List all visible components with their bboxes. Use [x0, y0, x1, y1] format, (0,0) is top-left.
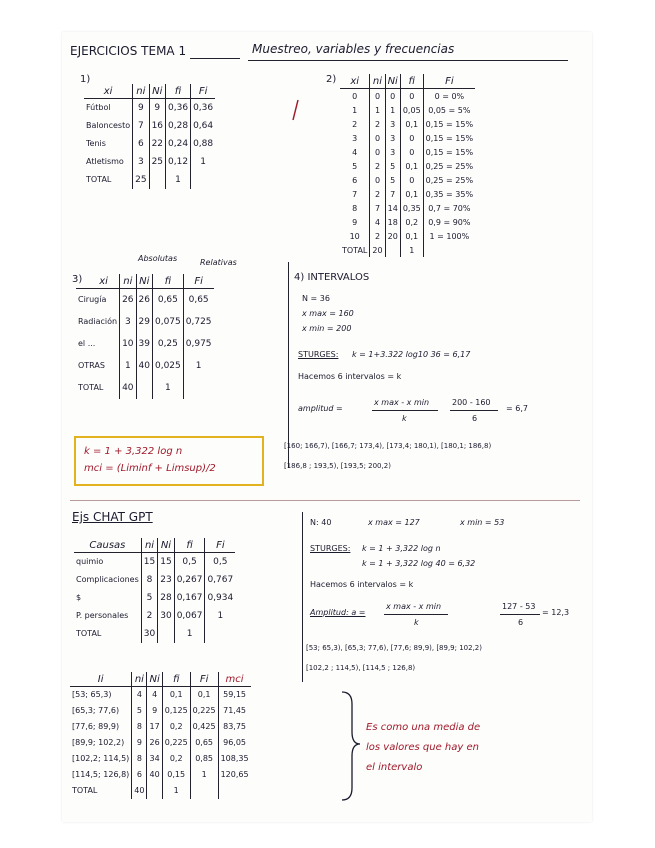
cell: 14: [385, 201, 400, 215]
cell: 2: [141, 607, 157, 625]
cell: 0,1: [400, 229, 423, 243]
cell: 18: [385, 215, 400, 229]
cell: 0,65: [152, 289, 183, 311]
ex4-xmin: x min = 200: [302, 324, 352, 333]
cell: 1: [191, 153, 216, 171]
cell: 40: [147, 767, 162, 783]
cell: 0: [400, 145, 423, 159]
cell: 25: [149, 153, 165, 171]
cell: 2: [370, 229, 385, 243]
note-line-2: los valores que hay en: [366, 742, 479, 753]
cell: 0,15 = 15%: [423, 145, 475, 159]
ex2-header-Ni: Ni: [385, 74, 400, 89]
cell: 6: [133, 135, 149, 153]
cell: 9: [133, 99, 149, 117]
cell: 0: [352, 91, 358, 101]
cell: 0,85: [190, 751, 218, 767]
cell: 7: [352, 189, 358, 199]
cell: 0: [370, 131, 385, 145]
page-title: EJERCICIOS TEMA 1: [70, 44, 187, 58]
total-label: TOTAL: [86, 175, 112, 184]
cell: 0,1: [400, 117, 423, 131]
ex1-header-fi: fi: [166, 84, 191, 99]
ex3-header-Ni: Ni: [136, 274, 152, 289]
cell: 59,15: [218, 687, 251, 703]
ex5-header-fi: fi: [162, 672, 190, 687]
ex4-xmax: x max = 160: [302, 309, 354, 318]
cell: 1: [385, 103, 400, 117]
cell: 0,15 = 15%: [423, 117, 475, 131]
ex3-group-absolutas: Absolutas: [138, 254, 178, 263]
cell: quimio: [76, 557, 104, 567]
total-label: TOTAL: [76, 629, 102, 638]
chatgpt-sturges: STURGES:: [310, 544, 351, 553]
total-label: TOTAL: [72, 786, 98, 795]
cell: 1: [152, 377, 183, 399]
cell: 2: [370, 187, 385, 201]
cell: 23: [158, 571, 174, 589]
cell: 9: [352, 217, 358, 227]
cell: 26: [120, 289, 136, 311]
cell: 26: [136, 289, 152, 311]
chatgpt-header-causas: Causas: [74, 538, 141, 553]
cell: 83,75: [218, 719, 251, 735]
chatgpt-intervals-2: [102,2 ; 114,5), [114,5 ; 126,8): [306, 664, 416, 672]
page-subtitle: Muestreo, variables y frecuencias: [252, 42, 455, 56]
cell: 0,267: [174, 571, 205, 589]
cell: 22: [149, 135, 165, 153]
cell: 6: [352, 175, 358, 185]
ex2-header-Fi: Fi: [423, 74, 475, 89]
cell: 1: [370, 103, 385, 117]
cell: 0,12: [166, 153, 191, 171]
chatgpt-amp-num: x max - x min: [386, 602, 442, 611]
ex4-amp-num: x max - x min: [374, 398, 430, 407]
cell: P. personales: [76, 611, 129, 620]
cell: 5: [352, 161, 358, 171]
cell: 0: [400, 89, 423, 104]
curly-brace-icon: [62, 32, 592, 822]
cell: 0: [370, 89, 385, 104]
cell: [65,3; 77,6): [72, 706, 120, 715]
cell: 3: [120, 311, 136, 333]
chatgpt-amp-den: k: [414, 618, 419, 627]
cell: 5: [141, 589, 157, 607]
ex4-intervals-2: [186,8 ; 193,5), [193,5; 200,2): [284, 462, 391, 470]
cell: 0,1: [400, 159, 423, 173]
cell: 0,425: [190, 719, 218, 735]
chatgpt-amp-num2: 127 - 53: [502, 602, 536, 611]
cell: 9: [149, 99, 165, 117]
cell: 1: [120, 355, 136, 377]
cell: 0,025: [152, 355, 183, 377]
cell: 0,05: [400, 103, 423, 117]
cell: Fútbol: [86, 103, 111, 113]
chatgpt-n: N: 40: [310, 518, 332, 527]
ex2-number: 2): [326, 74, 337, 85]
cell: 30: [141, 625, 157, 643]
ex4-amp-den2: 6: [472, 414, 478, 423]
formula-mc: mci = (Liminf + Limsup)/2: [84, 463, 216, 474]
cell: Radiación: [78, 317, 118, 326]
cell: 120,65: [218, 767, 251, 783]
ex1-number: 1): [80, 74, 91, 85]
cell: 0,067: [174, 607, 205, 625]
ex5-header-Ni: Ni: [147, 672, 162, 687]
chatgpt-k1: k = 1 + 3,322 log n: [362, 544, 441, 553]
cell: 0,5: [205, 553, 235, 571]
cell: Tenis: [86, 139, 106, 148]
cell: 0,2: [162, 719, 190, 735]
cell: 0,075: [152, 311, 183, 333]
cell: 30: [158, 607, 174, 625]
chatgpt-xmin: x min = 53: [460, 518, 505, 527]
ex3-group-relativas: Relativas: [200, 258, 237, 267]
ex4-sturges: STURGES:: [298, 350, 339, 359]
cell: 4: [352, 147, 358, 157]
total-label: TOTAL: [78, 383, 104, 392]
cell: 8: [132, 751, 147, 767]
cell: 0,24: [166, 135, 191, 153]
cell: 108,35: [218, 751, 251, 767]
formula-k: k = 1 + 3,322 log n: [84, 446, 183, 457]
ex3-header-Fi: Fi: [183, 274, 213, 289]
cell: 16: [149, 117, 165, 135]
cell: 0,767: [205, 571, 235, 589]
cell: $: [76, 593, 82, 602]
cell: 1: [174, 625, 205, 643]
cell: 4: [132, 687, 147, 703]
cell: Baloncesto: [86, 121, 131, 130]
cell: 0: [385, 89, 400, 104]
cell: 4: [147, 687, 162, 703]
cell: 39: [136, 333, 152, 355]
cell: 0,15 = 15%: [423, 131, 475, 145]
cell: 26: [147, 735, 162, 751]
cell: 9: [147, 703, 162, 719]
chatgpt-header-Fi: Fi: [205, 538, 235, 553]
cell: 0,975: [183, 333, 213, 355]
ex4-amplitud: amplitud =: [298, 404, 343, 413]
cell: 0 = 0%: [423, 89, 475, 104]
cell: 34: [147, 751, 162, 767]
cell: 15: [158, 553, 174, 571]
cell: 0,2: [400, 215, 423, 229]
cell: 0: [400, 173, 423, 187]
cell: 7: [385, 187, 400, 201]
cell: 3: [352, 133, 358, 143]
cell: [102,2; 114,5): [72, 754, 130, 763]
cell: 40: [120, 377, 136, 399]
cell: 0,7 = 70%: [423, 201, 475, 215]
cell: 4: [370, 215, 385, 229]
chatgpt-amp-result: = 12,3: [542, 608, 570, 617]
cell: Cirugía: [78, 295, 107, 305]
cell: 28: [158, 589, 174, 607]
cell: 0,88: [191, 135, 216, 153]
cell: 1: [162, 783, 190, 799]
cell: 0,1: [162, 687, 190, 703]
ex3-number: 3): [72, 274, 83, 285]
chatgpt-amplitud: Amplitud: a =: [310, 608, 366, 617]
cell: 25: [133, 171, 149, 189]
ex4-intervals-1: [160; 166,7), [166,7; 173,4), [173,4; 180,1), [180,1; 186,8): [284, 442, 492, 450]
cell: 71,45: [218, 703, 251, 719]
cell: 1: [400, 243, 423, 257]
cell: 0,225: [190, 703, 218, 719]
cell: 1: [183, 355, 213, 377]
cell: 0,35: [400, 201, 423, 215]
chatgpt-xmax: x max = 127: [368, 518, 420, 527]
ex4-number: 4) INTERVALOS: [294, 272, 370, 283]
ex4-n: N = 36: [302, 294, 330, 303]
ex4-amp-result: = 6,7: [506, 404, 528, 413]
ex2-header-xi: xi: [340, 74, 370, 89]
cell: 0,15: [162, 767, 190, 783]
cell: 40: [136, 355, 152, 377]
cell: [89,9; 102,2): [72, 738, 125, 747]
cell: 5: [132, 703, 147, 719]
cell: 7: [370, 201, 385, 215]
cell: 5: [385, 159, 400, 173]
cell: 8: [141, 571, 157, 589]
cell: 0,65: [183, 289, 213, 311]
cell: 0,9 = 90%: [423, 215, 475, 229]
ex4-amp-num2: 200 - 160: [452, 398, 491, 407]
cell: 1: [205, 607, 235, 625]
cell: 0,1: [190, 687, 218, 703]
cell: OTRAS: [78, 361, 105, 370]
chatgpt-header-ni: ni: [141, 538, 157, 553]
ex1-header-Fi: Fi: [191, 84, 216, 99]
cell: 7: [133, 117, 149, 135]
cell: 1 = 100%: [423, 229, 475, 243]
cell: el ...: [78, 339, 96, 348]
ex4-sturges-formula: k = 1+3.322 log10 36 = 6,17: [352, 350, 471, 359]
cell: 1: [190, 767, 218, 783]
cell: 9: [132, 735, 147, 751]
cell: 3: [385, 117, 400, 131]
ex1-header-ni: ni: [133, 84, 149, 99]
cell: 0,225: [162, 735, 190, 751]
cell: 96,05: [218, 735, 251, 751]
cell: 0,167: [174, 589, 205, 607]
ex5-header-mci: mci: [218, 672, 251, 687]
cell: 0,25 = 25%: [423, 159, 475, 173]
cell: 0: [370, 173, 385, 187]
cell: 17: [147, 719, 162, 735]
cell: 2: [370, 159, 385, 173]
cell: Atletismo: [86, 157, 124, 166]
cell: 0,36: [191, 99, 216, 117]
cell: 15: [141, 553, 157, 571]
cell: 40: [132, 783, 147, 799]
cell: 0,36: [166, 99, 191, 117]
cell: 0,35 = 35%: [423, 187, 475, 201]
ex2-header-ni: ni: [370, 74, 385, 89]
cell: Complicaciones: [76, 575, 139, 584]
ex3-header-xi: xi: [76, 274, 120, 289]
cell: 0: [400, 131, 423, 145]
cell: 1: [352, 105, 358, 115]
cell: 8: [352, 203, 358, 213]
chatgpt-header-Ni: Ni: [158, 538, 174, 553]
ex5-header-Ii: Ii: [70, 672, 132, 687]
ex5-header-ni: ni: [132, 672, 147, 687]
cell: 0: [370, 145, 385, 159]
cell: 3: [133, 153, 149, 171]
chatgpt-amp-den2: 6: [518, 618, 524, 627]
ex1-header-xi: xi: [84, 84, 133, 99]
cell: 29: [136, 311, 152, 333]
cell: 20: [370, 243, 385, 257]
cell: 10: [349, 231, 360, 241]
cell: 2: [352, 119, 358, 129]
cell: 0,05 = 5%: [423, 103, 475, 117]
cell: 0,1: [400, 187, 423, 201]
cell: 20: [385, 229, 400, 243]
cell: 2: [370, 117, 385, 131]
chatgpt-intervals-1: [53; 65,3), [65,3; 77,6), [77,6; 89,9), [89,9; 102,2): [306, 644, 482, 652]
cell: 1: [166, 171, 191, 189]
cell: 0,125: [162, 703, 190, 719]
cell: 0,5: [174, 553, 205, 571]
cell: 5: [385, 173, 400, 187]
ex2-header-fi: fi: [400, 74, 423, 89]
cell: 6: [132, 767, 147, 783]
note-line-1: Es como una media de: [366, 722, 481, 733]
note-line-3: el intervalo: [366, 762, 423, 773]
cell: 3: [385, 145, 400, 159]
chatgpt-hacemos: Hacemos 6 intervalos = k: [310, 580, 414, 589]
cell: 0,25 = 25%: [423, 173, 475, 187]
cell: [114,5; 126,8): [72, 770, 130, 779]
cell: 10: [120, 333, 136, 355]
cell: 0,725: [183, 311, 213, 333]
ex4-amp-den: k: [402, 414, 407, 423]
chatgpt-title: Ejs CHAT GPT: [72, 510, 153, 524]
cell: 0,28: [166, 117, 191, 135]
ex3-header-fi: fi: [152, 274, 183, 289]
ex5-header-Fi: Fi: [190, 672, 218, 687]
ex1-header-Ni: Ni: [149, 84, 165, 99]
chatgpt-header-fi: fi: [174, 538, 205, 553]
notebook-page: [62, 32, 592, 822]
chatgpt-k2: k = 1 + 3,322 log 40 = 6,32: [362, 559, 476, 568]
ex3-header-ni: ni: [120, 274, 136, 289]
ex4-hacemos: Hacemos 6 intervalos = k: [298, 372, 402, 381]
cell: [53; 65,3): [72, 690, 112, 700]
cell: 0,934: [205, 589, 235, 607]
total-label: TOTAL: [342, 245, 368, 255]
cell: 0,64: [191, 117, 216, 135]
cell: 8: [132, 719, 147, 735]
cell: [77,6; 89,9): [72, 722, 120, 731]
cell: 0,2: [162, 751, 190, 767]
cell: 0,65: [190, 735, 218, 751]
cell: 0,25: [152, 333, 183, 355]
cell: 3: [385, 131, 400, 145]
